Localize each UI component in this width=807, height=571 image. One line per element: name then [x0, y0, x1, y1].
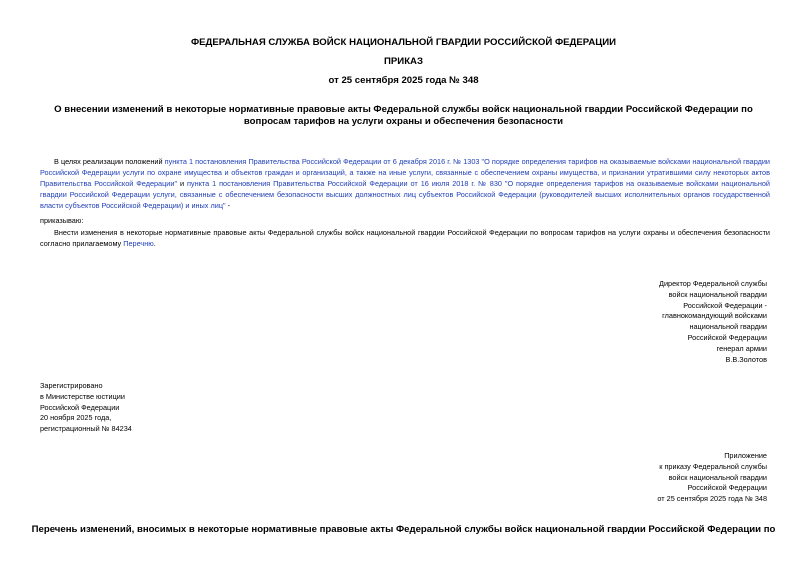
- link-resolution-830[interactable]: пункта 1 постановления Правительства Российской Федерации от 16 июля 2018 г. № 830 "О порядке определения тарифов на оказываемые войсками национальной гвардии Российской Федерации услуги, связанные с обеспечением безопасности высших должностных лиц субъектов Российской Федерации (руководителей высших исполнительных органов государственной власти субъектов Российской Федерации) и иных лиц": [40, 179, 770, 210]
- order-text-2: .: [153, 239, 156, 248]
- signature-line: Российской Федерации: [687, 332, 767, 342]
- order-paragraph: [40, 227, 770, 249]
- signature-line: Директор Федеральной службы: [659, 279, 767, 288]
- signature-block: [659, 279, 767, 365]
- appendix-line: войск национальной гвардии: [668, 472, 767, 482]
- signature-line: войск национальной гвардии: [668, 289, 767, 299]
- signature-line: главнокомандующий войсками: [662, 311, 767, 321]
- registration-line: в Министерстве юстиции: [40, 391, 125, 401]
- preamble-paragraph: [40, 156, 770, 211]
- appendix-line: Приложение: [724, 451, 767, 460]
- signature-line: генерал армии: [716, 343, 767, 353]
- signature-line: В.В.Золотов: [725, 354, 767, 364]
- appendix-line: к приказу Федеральной службы: [659, 461, 767, 471]
- document-type: ПРИКАЗ: [384, 56, 423, 67]
- registration-line: Зарегистрировано: [40, 381, 103, 390]
- appendix-line: от 25 сентября 2025 года № 348: [657, 494, 767, 504]
- signature-line: Российской Федерации -: [683, 300, 767, 310]
- registration-line: Российской Федерации: [40, 402, 120, 412]
- preamble-text-3: -: [225, 201, 231, 210]
- document-date-number: от 25 сентября 2025 года № 348: [328, 75, 479, 86]
- signature-line: национальной гвардии: [689, 322, 767, 332]
- agency-name: ФЕДЕРАЛЬНАЯ СЛУЖБА ВОЙСК НАЦИОНАЛЬНОЙ ГВАРДИИ РОССИЙСКОЙ ФЕДЕРАЦИИ: [190, 37, 617, 48]
- document-title: О внесении изменений в некоторые нормативные правовые акты Федеральной службы войск национальной гвардии Российской Федерации по вопросам тарифов на услуги охраны и обеспечения безопасности: [54, 104, 753, 127]
- link-list[interactable]: Перечню: [123, 239, 154, 248]
- registration-line: 20 ноября 2025 года,: [40, 413, 112, 423]
- appendix-block: [657, 451, 767, 505]
- preamble-text-1: В целях реализации положений: [54, 157, 165, 166]
- preamble-text-2: и: [177, 179, 187, 188]
- list-title: Перечень изменений, вносимых в некоторые нормативные правовые акты Федеральной службы войск национальной гвардии Российской Федерации по: [31, 524, 776, 535]
- registration-line: регистрационный № 84234: [40, 424, 132, 434]
- link-resolution-1303[interactable]: пункта 1 постановления Правительства Российской Федерации от 6 декабря 2016 г. № 1303 "О порядке определения тарифов на оказываемые войсками национальной гвардии Российской Федерации услуги по охране имущества и объектов граждан и организаций, а также на иные услуги, связанные с обеспечением охраны имущества, и признании утратившими силу некоторых актов Правительства Российской Федерации": [40, 157, 770, 188]
- appendix-line: Российской Федерации: [687, 483, 767, 493]
- order-word: приказываю:: [40, 216, 84, 225]
- order-text-1: Внести изменения в некоторые нормативные правовые акты Федеральной службы войск национальной гвардии Российской Федерации по вопросам тарифов на услуги охраны и обеспечения безопасности согласно прилагаемому: [40, 228, 770, 248]
- registration-block: [40, 381, 132, 435]
